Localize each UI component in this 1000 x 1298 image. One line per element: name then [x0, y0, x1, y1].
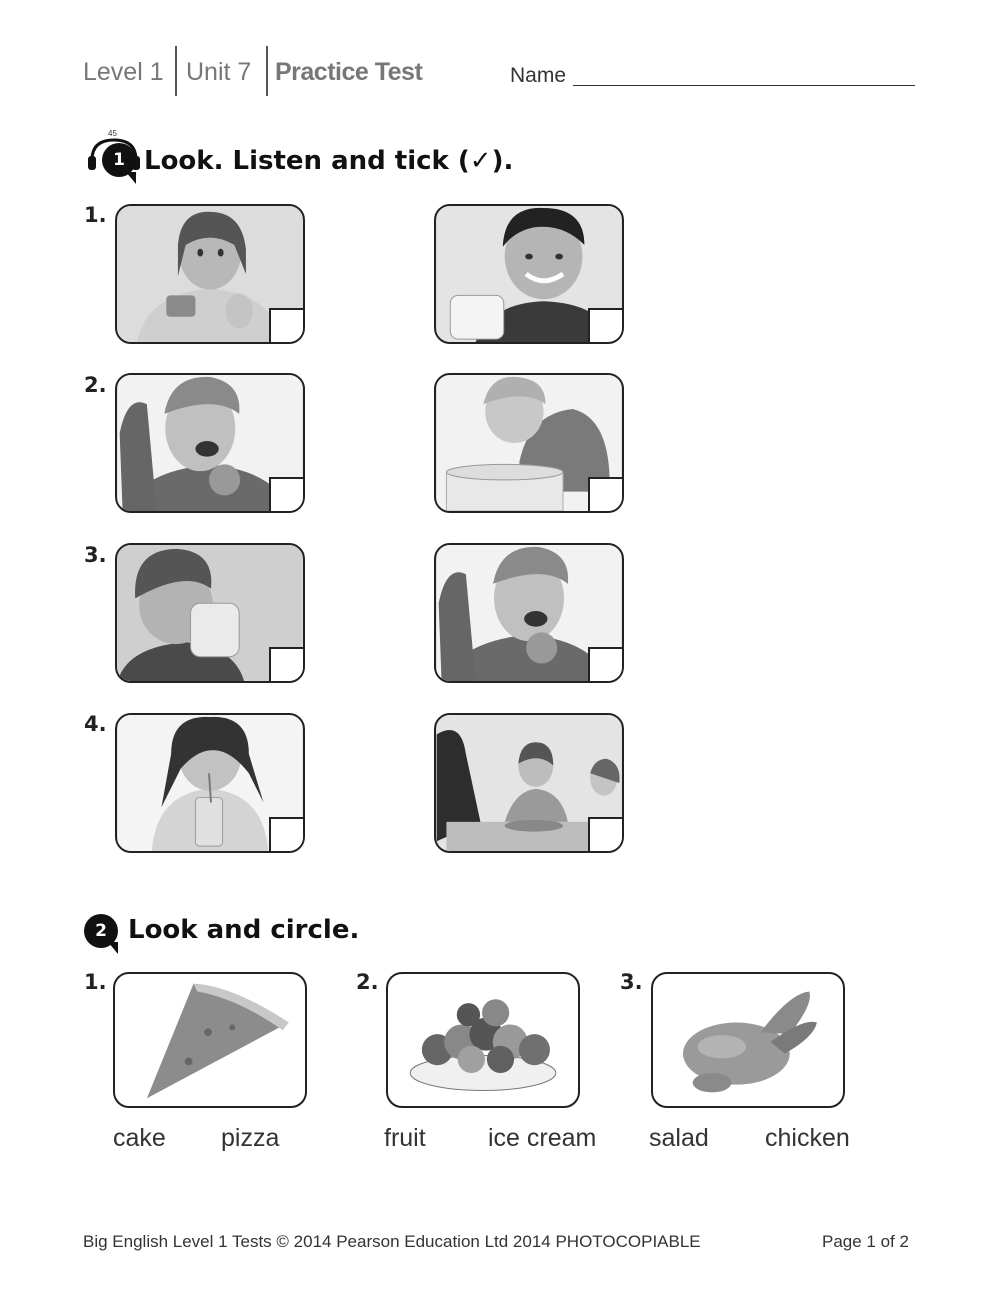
- photo-child-drinking-milk: [434, 204, 624, 344]
- item-number: 4.: [84, 712, 107, 736]
- header-divider: [175, 46, 177, 96]
- fruit-bowl-icon: [388, 974, 578, 1106]
- food-card-fruit: [386, 972, 580, 1108]
- section-1-badge: 1: [102, 143, 136, 177]
- word-option[interactable]: ice cream: [488, 1124, 597, 1152]
- item-number: 2.: [356, 970, 379, 994]
- tick-box[interactable]: [588, 477, 624, 513]
- tick-box[interactable]: [588, 647, 624, 683]
- food-card-pizza: [113, 972, 307, 1108]
- photo-child-eating: [115, 204, 305, 344]
- photo-family-eating-pizza: [434, 713, 624, 853]
- word-option[interactable]: chicken: [765, 1124, 850, 1152]
- level-label: Level 1: [83, 58, 164, 86]
- photo-girl-drinking-straw: [115, 713, 305, 853]
- photo-girl-eating-cupcake: [434, 543, 624, 683]
- audio-track-number: 45: [108, 129, 117, 138]
- word-option[interactable]: fruit: [384, 1124, 426, 1152]
- item-number: 2.: [84, 373, 107, 397]
- photo-boy-drinking: [115, 543, 305, 683]
- tick-box[interactable]: [269, 308, 305, 344]
- tick-box[interactable]: [588, 308, 624, 344]
- section-2-badge: 2: [84, 914, 118, 948]
- tick-box[interactable]: [269, 477, 305, 513]
- roast-chicken-icon: [653, 974, 843, 1106]
- pizza-slice-icon: [115, 974, 305, 1106]
- tick-box[interactable]: [588, 817, 624, 853]
- item-number: 3.: [620, 970, 643, 994]
- word-option[interactable]: pizza: [221, 1124, 280, 1152]
- section-2-instruction: Look and circle.: [128, 915, 360, 945]
- name-field-line[interactable]: [573, 85, 915, 86]
- item-number: 1.: [84, 203, 107, 227]
- item-number: 3.: [84, 543, 107, 567]
- word-option[interactable]: salad: [649, 1124, 709, 1152]
- test-title: Practice Test: [275, 58, 423, 86]
- page-number: Page 1 of 2: [822, 1232, 909, 1251]
- food-card-chicken: [651, 972, 845, 1108]
- photo-girl-with-cake: [434, 373, 624, 513]
- unit-label: Unit 7: [186, 58, 252, 86]
- badge-tail: [108, 942, 118, 954]
- item-number: 1.: [84, 970, 107, 994]
- tick-box[interactable]: [269, 817, 305, 853]
- photo-girl-eating-cupcake: [115, 373, 305, 513]
- word-option[interactable]: cake: [113, 1124, 166, 1152]
- header-divider: [266, 46, 268, 96]
- badge-tail: [126, 172, 136, 184]
- section-1-instruction: Look. Listen and tick (✓).: [144, 146, 514, 176]
- tick-box[interactable]: [269, 647, 305, 683]
- footer-copyright: Big English Level 1 Tests © 2014 Pearson Education Ltd 2014 PHOTOCOPIABLE: [83, 1232, 701, 1251]
- name-label: Name: [510, 64, 567, 87]
